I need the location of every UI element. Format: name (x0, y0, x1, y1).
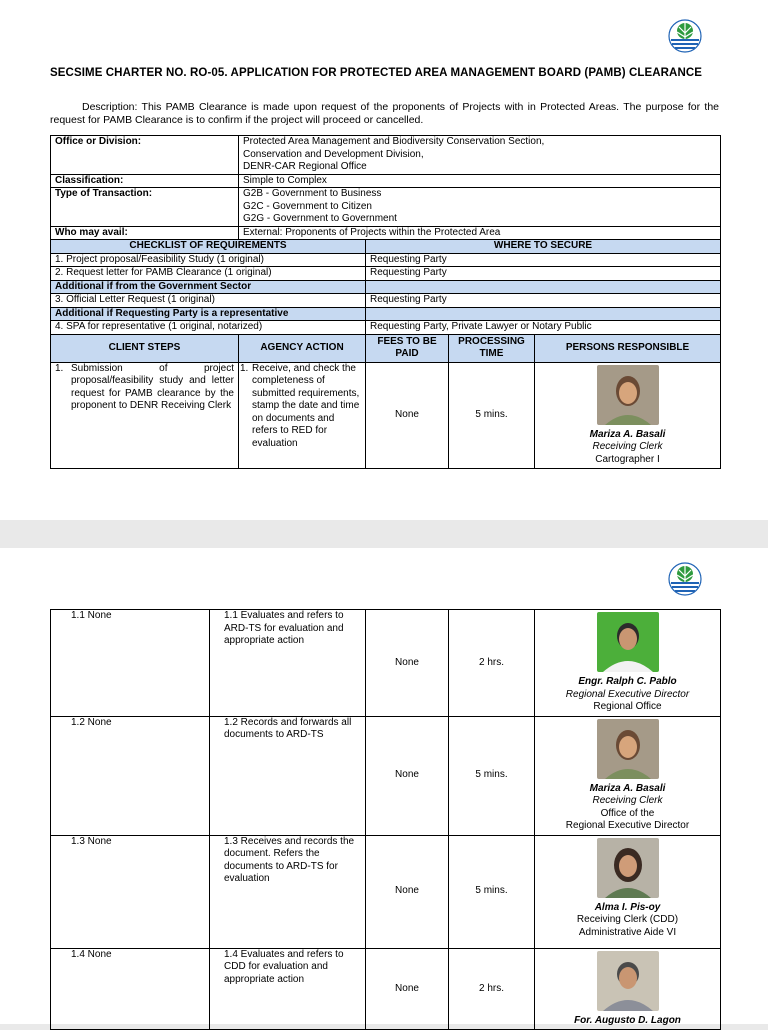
checklist-row (51, 253, 721, 267)
band-empty (366, 307, 721, 321)
agency-action-cell: 1.3 Receives and records the document. Refers the documents to ARD-TS for evaluation (210, 835, 366, 948)
transaction-label: Type of Transaction: (51, 188, 239, 227)
person-title: Cartographer I (595, 453, 660, 465)
person-extra: Regional Office (593, 701, 662, 712)
classification-label: Classification: (51, 174, 239, 188)
person-responsible-cell (535, 362, 721, 469)
fees-cell: None (366, 716, 449, 835)
where-text: Requesting Party (366, 294, 721, 308)
agency-action-header: AGENCY ACTION (239, 334, 366, 362)
processing-time-cell: 2 hrs. (449, 610, 535, 717)
checklist-header: CHECKLIST OF REQUIREMENTS (51, 240, 366, 254)
checklist-row (51, 294, 721, 308)
step-row (51, 716, 721, 835)
person-name: Mariza A. Basali (589, 782, 666, 794)
fees-header: FEES TO BE PAID (366, 334, 449, 362)
steps-table-continued (50, 609, 721, 1030)
classification-row (51, 174, 721, 188)
document-page-2 (0, 548, 768, 1024)
step-number: 1. (55, 362, 64, 374)
person-responsible-cell (535, 610, 721, 717)
person-responsible-cell (535, 948, 721, 1030)
person-extra: Office of the (600, 807, 655, 819)
person-name: Alma I. Pis-oy (594, 901, 661, 913)
fees-cell: None (366, 610, 449, 717)
step-row (51, 610, 721, 717)
document-title: SECSIME CHARTER NO. RO-05. APPLICATION FOR PROTECTED AREA MANAGEMENT BOARD (PAMB) CLEARANCE (50, 67, 703, 79)
client-step-cell: 1.1 None (51, 610, 210, 717)
avail-label: Who may avail: (51, 226, 239, 240)
person-extra: Administrative Aide VI (578, 926, 677, 938)
requirement-text: 4. SPA for representative (1 original, notarized) (51, 321, 366, 335)
processing-time-header: PROCESSING TIME (449, 334, 535, 362)
client-step-cell (51, 362, 239, 469)
client-step-cell: 1.3 None (51, 835, 210, 948)
where-text: Requesting Party (366, 267, 721, 281)
band-empty (366, 280, 721, 294)
agency-action-cell: 1.4 Evaluates and refers to CDD for evaluation and appropriate action (210, 948, 366, 1030)
checklist-row (51, 267, 721, 281)
person-role: Receiving Clerk (592, 795, 663, 806)
classification-value: Simple to Complex (239, 174, 721, 188)
denr-logo-icon (668, 562, 702, 596)
person-photo (597, 365, 659, 425)
person-photo (597, 719, 659, 779)
person-responsible-cell (535, 716, 721, 835)
person-role: Receiving Clerk (592, 441, 663, 452)
requirement-text: 2. Request letter for PAMB Clearance (1 original) (51, 267, 366, 281)
processing-time-cell: 2 hrs. (449, 948, 535, 1030)
additional-government-band (51, 280, 721, 294)
agency-action-cell: 1.1 Evaluates and refers to ARD-TS for evaluation and appropriate action (210, 610, 366, 717)
avail-value: External: Proponents of Projects within the Protected Area (239, 226, 721, 240)
step-number: 1. (240, 362, 249, 374)
band-label: Additional if Requesting Party is a representative (51, 307, 366, 321)
info-table (50, 135, 721, 469)
transaction-value (239, 188, 721, 227)
client-step-cell: 1.2 None (51, 716, 210, 835)
office-line: DENR-CAR Regional Office (243, 161, 367, 172)
transaction-row (51, 188, 721, 227)
document-description: Description: This PAMB Clearance is made upon request of the proponents of Projects with in Protected Areas. The purpose for the request for PAMB Clearance is to confirm if the project will proceed or cancelled. (50, 101, 719, 126)
additional-representative-band (51, 307, 721, 321)
person-extra: Regional Executive Director (565, 820, 690, 831)
person-photo (597, 951, 659, 1011)
where-text: Requesting Party, Private Lawyer or Notary Public (366, 321, 721, 335)
transaction-line: G2G - Government to Government (243, 213, 397, 224)
steps-header-row (51, 334, 721, 362)
person-photo (597, 612, 659, 672)
client-step-text: Submission of project proposal/feasibility study and letter request for PAMB clearance by the proponent to DENR Receiving Clerk (71, 362, 234, 411)
checklist-row (51, 321, 721, 335)
person-name: Engr. Ralph C. Pablo (578, 676, 677, 687)
transaction-line: G2C - Government to Citizen (243, 200, 372, 212)
office-value (239, 136, 721, 175)
band-label: Additional if from the Government Sector (51, 280, 366, 294)
processing-time-cell: 5 mins. (449, 362, 535, 469)
office-line: Protected Area Management and Biodiversity Conservation Section, (243, 136, 545, 147)
office-row (51, 136, 721, 175)
agency-action-text: Receive, and check the completeness of submitted requirements, stamp the date and time on documents and refers to RED for evaluation (252, 362, 360, 449)
requirement-text: 3. Official Letter Request (1 original) (51, 294, 366, 308)
client-steps-header: CLIENT STEPS (51, 334, 239, 362)
office-line: Conservation and Development Division, (243, 148, 424, 160)
checklist-header-row (51, 240, 721, 254)
requirement-text: 1. Project proposal/Feasibility Study (1 original) (51, 253, 366, 267)
person-name: Mariza A. Basali (589, 428, 666, 440)
client-step-cell: 1.4 None (51, 948, 210, 1030)
avail-row (51, 226, 721, 240)
person-photo (597, 838, 659, 898)
person-responsible-cell (535, 835, 721, 948)
fees-cell: None (366, 835, 449, 948)
step-row (51, 835, 721, 948)
where-text: Requesting Party (366, 253, 721, 267)
person-name: For. Augusto D. Lagon (574, 1014, 681, 1026)
denr-logo-icon (668, 19, 702, 53)
fees-cell: None (366, 362, 449, 469)
transaction-line: G2B - Government to Business (243, 188, 382, 199)
where-to-secure-header: WHERE TO SECURE (366, 240, 721, 254)
step-row (51, 948, 721, 1030)
step-row (51, 362, 721, 469)
processing-time-cell: 5 mins. (449, 835, 535, 948)
fees-cell: None (366, 948, 449, 1030)
processing-time-cell: 5 mins. (449, 716, 535, 835)
person-role: Receiving Clerk (CDD) (576, 914, 679, 925)
agency-action-cell (239, 362, 366, 469)
agency-action-cell: 1.2 Records and forwards all documents to ARD-TS (210, 716, 366, 835)
persons-responsible-header: PERSONS RESPONSIBLE (535, 334, 721, 362)
person-role: Regional Executive Director (565, 688, 690, 700)
office-label: Office or Division: (51, 136, 239, 175)
